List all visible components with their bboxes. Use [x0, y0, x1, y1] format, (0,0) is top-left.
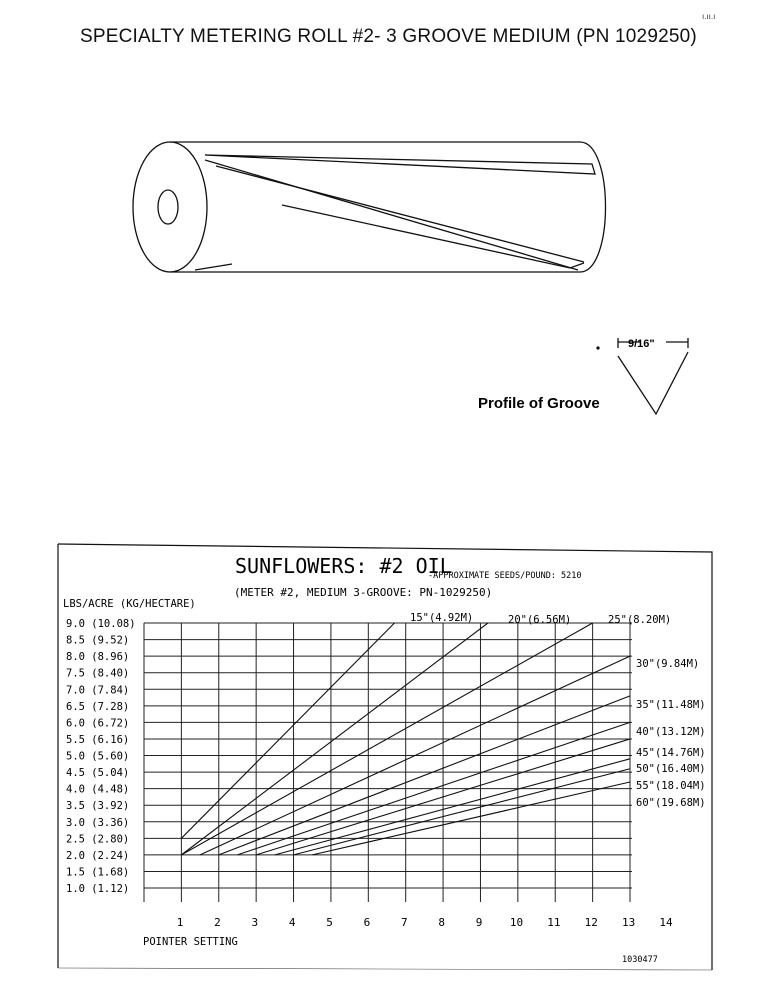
groove-width-label: 9/16"	[628, 338, 655, 350]
x-tick-label: 7	[400, 916, 408, 929]
y-tick-label: 3.5 (3.92)	[66, 800, 130, 813]
y-tick-label: 8.5 (9.52)	[66, 634, 130, 647]
x-tick-label: 10	[509, 916, 524, 929]
y-tick-label: 6.0 (6.72)	[66, 717, 130, 730]
x-tick-label: 9	[475, 916, 483, 929]
chart-frame-bottom	[58, 968, 712, 970]
y-tick-label: 6.5 (7.28)	[66, 700, 130, 713]
x-tick-label: 3	[251, 916, 259, 929]
series-label: 60"(19.68M)	[636, 797, 706, 809]
series-label: 50"(16.40M)	[636, 763, 706, 775]
series-label: 15"(4.92M)	[410, 612, 474, 624]
chart-footer-code: 1030477	[622, 955, 658, 965]
y-tick-labels	[66, 618, 136, 895]
page-corner-code: ı.ıı.ı	[702, 12, 716, 21]
x-tick-label: 13	[621, 916, 636, 929]
series-label: 45"(14.76M)	[636, 747, 706, 759]
y-tick-label: 7.0 (7.84)	[66, 684, 130, 697]
series-line	[294, 769, 630, 855]
x-tick-label: 4	[288, 916, 296, 929]
chart-subtitle: (METER #2, MEDIUM 3-GROOVE: PN-1029250)	[234, 586, 493, 599]
x-tick-label: 8	[438, 916, 446, 929]
y-tick-label: 8.0 (8.96)	[66, 651, 130, 664]
series-label: 55"(18.04M)	[636, 780, 706, 792]
series-line	[275, 759, 630, 855]
groove-caption: Profile of Groove	[478, 395, 600, 412]
x-tick-label: 6	[363, 916, 371, 929]
y-tick-label: 2.0 (2.24)	[66, 849, 130, 862]
y-tick-label: 7.5 (8.40)	[66, 667, 130, 680]
series-line	[312, 782, 630, 855]
x-tick-label: 11	[547, 916, 561, 929]
series-label: 30"(9.84M)	[636, 658, 700, 670]
series-line	[181, 623, 394, 838]
chart-series-labels	[410, 612, 706, 809]
y-tick-label: 1.0 (1.12)	[66, 883, 130, 895]
y-tick-label: 1.5 (1.68)	[66, 866, 130, 879]
y-tick-label: 2.5 (2.80)	[66, 833, 130, 846]
chart-title: SUNFLOWERS: #2 OIL	[235, 554, 452, 578]
x-tick-label: 12	[584, 916, 598, 929]
series-label: 25"(8.20M)	[608, 614, 672, 626]
x-tick-labels	[177, 916, 673, 929]
series-label: 40"(13.12M)	[636, 726, 706, 738]
y-tick-label: 3.0 (3.36)	[66, 816, 130, 829]
x-tick-label: 1	[176, 916, 184, 929]
series-label: 20"(6.56M)	[508, 614, 572, 626]
page-title: SPECIALTY METERING ROLL #2- 3 GROOVE MEDIUM (PN 1029250)	[80, 26, 697, 47]
y-tick-label: 5.0 (5.60)	[66, 750, 130, 763]
y-tick-label: 4.5 (5.04)	[66, 767, 130, 780]
x-axis-label: POINTER SETTING	[143, 936, 238, 948]
y-tick-label: 9.0 (10.08)	[66, 618, 136, 630]
chart-title-note: -APPROXIMATE SEEDS/POUND: 5210	[428, 571, 582, 581]
series-label: 35"(11.48M)	[636, 699, 706, 711]
x-tick-label: 5	[326, 916, 333, 929]
y-axis-label: LBS/ACRE (KG/HECTARE)	[63, 598, 196, 610]
x-tick-label: 2	[214, 916, 221, 929]
y-tick-label: 5.5 (6.16)	[66, 733, 130, 746]
chart-grid	[144, 623, 632, 902]
x-tick-label: 14	[659, 916, 673, 929]
y-tick-label: 4.0 (4.48)	[66, 783, 130, 796]
